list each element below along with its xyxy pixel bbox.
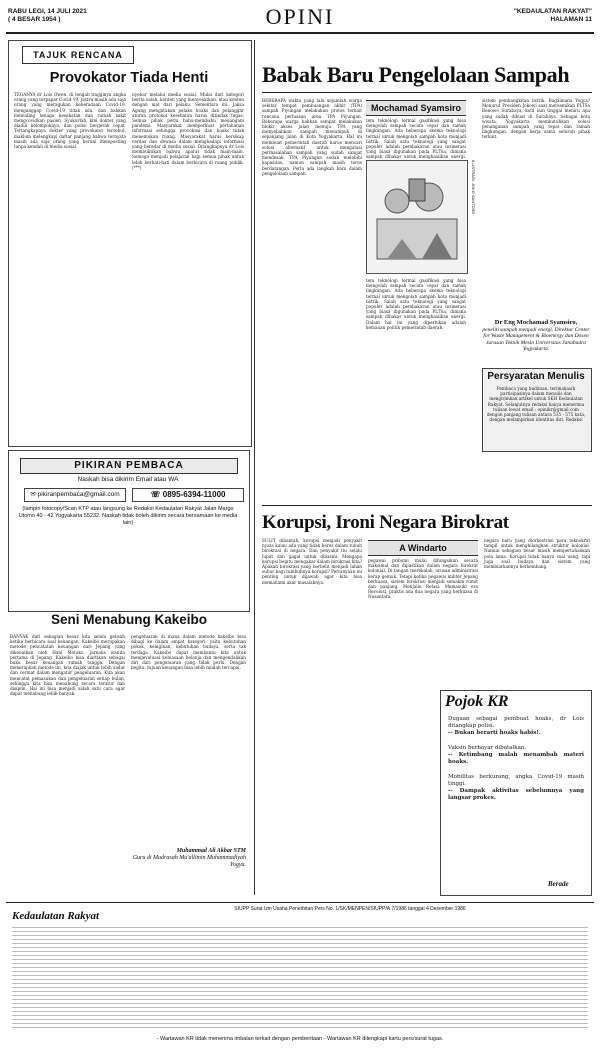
- section-title: OPINI: [265, 4, 335, 29]
- seni-title: Seni Menabung Kakeibo: [50, 612, 208, 627]
- persyaratan-body: Pembaca yang budiman, terimakasih partisipasinya dalam menulis dan mengirimkan artikel untuk SKH Kedaulatan Rakyat. Selanjutnya redaksi hanya menerima tulisan lewat email : opinikr@gmail.com dengan panjang tulisan antara 535 - 575 kata, dengan melampirkan identitas diri. Redaksi: [486, 386, 586, 423]
- header-edition: ( 4 BESAR 1954 ): [8, 16, 61, 23]
- pojok-item-2: Vaksin berbayar dibatalkan.: [448, 745, 527, 751]
- pikiran-note: (lampiri fotocopy/Scan KTP atau langsung ke Redaksi Kedaulatan Rakyat Jalan Margo Utomo 40 - 42 Yogyakarta 55232. Naskah tidak boleh dikirim secara bersamaan ke media lain): [18, 506, 238, 526]
- pikiran-email[interactable]: pikiranpembaca@gmail.com: [37, 491, 120, 498]
- tajuk-tag: TAJUK RENCANA: [22, 46, 134, 64]
- email-box: [24, 488, 126, 502]
- babak-rule: [262, 92, 592, 93]
- tajuk-col-2: nyebar melalui media sosial. Mulai dari kategori berita salah, konten yang menyesatkan, atau konten dengan niat dari pelaku. Sementara itu, Jaksa Agung mengatakan pelaku hoaks dan pelanggar aturan protokol kesehatan harus ditindak tegas. Semua pihak perlu bahu-membahu menangani pandemi. Masyarakat memperkuat pertahanan informasi sehingga provokasi dan hoaks tidak menemukan ruang. Masyarakat harus bersikap cerdas dan dewasa dalam menghadapi informasi yang beredar di media sosial. Ditangkapnya dr Lois membuktikan bahwa aparat tidak main-main. Semoga menjadi pelajaran bagi semua pihak untuk lebih berhati-hati dalam berbicara di ruang publik. (***): [132, 92, 244, 170]
- babak-sign-name: Dr Eng Mochamad Syamsiro,: [494, 319, 578, 326]
- pikiran-line1: Naskah bisa dikirim Email atau WA: [77, 476, 179, 483]
- babak-col-1: BEBERAPA waktu yang lalu sejumlah warga sekitar tempat pembuangan akhir (TPA) sampah Piyungan melakukan protes terkait rencana perluasan area TPA Piyungan. Beberapa warga bahkan sempat melakukan blokir akses jalan menuju TPA yang menyebabkan sampah menumpuk di sepanjang jalan di Kota Yogyakarta. Hal ini membuat pemerintah daerah harus mencari solusi alternatif untuk mengatasi permasalahan sampah yang sudah sangat mendesak. TPA Piyungan sudah melebihi kapasitas, namun sampah masih terus berdatangan. Perlu ada langkah baru dalam pengelolaan sampah.: [262, 98, 362, 176]
- header-rule: [6, 32, 594, 34]
- korupsi-author: A Windarto: [368, 540, 478, 556]
- footer-masthead-text: [12, 924, 588, 1030]
- babak-col-3: sistem pembangkitan listrik. Bagaimana Yogya? Menurut Presiden Jokowi saat meresmikan PLTSa Benowo Surabaya, kota lain tinggal meniru apa yang sudah dibuat di Surabaya. Sebagai kota wisata, Yogyakarta membutuhkan solusi penanganan sampah yang tepat dan ramah lingkungan, dengan kerja sama seluruh pihak terkait.: [482, 98, 590, 140]
- korupsi-top-rule: [262, 505, 592, 506]
- illustration-image: [366, 160, 468, 274]
- paper-name: "KEDAULATAN RAKYAT": [513, 8, 592, 15]
- seni-sign: [131, 848, 246, 869]
- tajuk-col-1: TEGANYA dr Lois Owen, di tengah tingginya angka orang yang terpapar Covid-19, justru masih ada saja orang yang meragukan keberadaan Covid-19, menganggap Covid-19 tidak ada, dan bahkan menuding tenaga kesehatan dan rumah sakit mengcovidkan pasien. Syukurlah, kini dokter yang diadili kelompoknya, dan polisi bergerak cepat. Tertangkapnya dokter yang provokator tersebut, maklum melengkapi daftar panjang bahwa ternyata masih ada saja orang yang berani memposting tanpa kendali di media sosial.: [14, 92, 126, 150]
- seni-sign-name: Muhammad Ali Akbar STM: [176, 848, 246, 854]
- babak-col-2: tem teknologi termal gasifikasi yang bisa mengolah sampah secara cepat dan ramah lingkungan. Ada beberapa skema teknologi termal untuk mengolah sampah kota menjadi listrik. Salah satu teknologi yang sangat populer adalah pembakaran atau insinerasi yang biasa digunakan pada PLTSa, dimana sampah dibakar untuk menghasilkan energi.: [366, 118, 466, 160]
- pojok-reply-3: -- Dampak aktivitas sebelumnya yang langsar prokes.: [448, 788, 584, 801]
- email-icon: ✉: [30, 491, 36, 498]
- korupsi-headline: Korupsi, Ironi Negara Birokrat: [262, 512, 509, 533]
- footer-line: SIUPP Surat Izin Usaha Penerbitan Pers No. 1/SK/MENPEN/SIUPP/A.7/1986 tanggal 4 Desember 1986: [234, 906, 466, 912]
- header-right-block: [514, 8, 592, 24]
- pojok-item-3: Mobilitas berkurang, angka Covid-19 masih tinggi.: [448, 774, 584, 787]
- seni-sign-org: Guru di Madrasah Mu'allimin Muhammadiyah Yogya.: [132, 855, 246, 868]
- footer-bottom: - Wartawan KR tidak menerima imbalan terkait dengan pemberitaan - Wartawan KR dilengkapi kartu pers/surat tugas.: [156, 1036, 444, 1042]
- pikiran-wa[interactable]: 0895-6394-11000: [162, 490, 226, 499]
- illustration-drawing: [367, 161, 467, 273]
- seni-col-1: BANYAK dari sebagian besar kita selalu gelisah ketika berbicara soal keuangan. Kakeibo merupakan metode pencatatan keuangan dari Jepang yang dikenalkan oleh Hani Motoko, jurnalis wanita pertama di Jepang. Kakeibo bisa diartikan sebagai buku besar keuangan rumah tangga. Dengan menerapkan metode ini, kita diajak untuk lebih sadar dan cermat dalam mengatur pengeluaran. Kita akan mencatat pemasukan dan pengeluaran setiap bulan, sehingga kita bisa menabung secara teratur dan disiplin. Hal ini bisa menjadi salah satu cara agar dapat menabung lebih banyak.: [10, 634, 125, 697]
- persyaratan-title: Persyaratan Menulis: [487, 371, 585, 382]
- babak-sign: [482, 320, 590, 353]
- babak-headline: Babak Baru Pengelolaan Sampah: [262, 62, 570, 87]
- korupsi-col-3: negara baru yang diorkestrasi para teknokrat tampil untuk menghilangkan struktur kolonial. Namun sebagian besar masih mempertahankan pola lama. Korupsi tidak hanya soal uang, tapi juga soal budaya dan sistem yang membiarkannya berkembang.: [484, 538, 590, 570]
- footer-logo: Kedaulatan Rakyat: [12, 910, 100, 922]
- pojok-content: [448, 716, 584, 802]
- seni-col-2: pengeluaran di mana dalam metode kakeibo bisa dibagi ke dalam empat kategori, yaitu kebutuhan pokok, keinginan, kebutuhan budaya, serta tak terduga. Kakeibo dapat membantu kita untuk mengevaluasi kebiasaan belanja dan mengendalikan diri dari pengeluaran yang tidak perlu. Dengan begitu, tujuan keuangan bisa lebih mudah tercapai.: [131, 634, 246, 671]
- babak-col-2b: tem teknologi termal gasifikasi yang bisa mengolah sampah secara cepat dan ramah lingkungan. Ada beberapa skema teknologi termal untuk mengolah sampah kota menjadi listrik. Salah satu teknologi yang sangat populer adalah pembakaran atau insinerasi yang biasa digunakan pada PLTSa, dimana sampah dibakar untuk menghasilkan energi. Dalam hal ini yang diperlukan adalah kemauan politik pemerintah daerah.: [366, 278, 466, 330]
- pikiran-head: PIKIRAN PEMBACA: [20, 458, 238, 474]
- header-date: RABU LEGI, 14 JULI 2021: [8, 8, 87, 15]
- illus-credit: ILUSTRASI: JOKO SANTOSO: [471, 160, 476, 215]
- babak-author: Mochamad Syamsiro: [366, 100, 466, 116]
- column-divider: [254, 40, 255, 895]
- pojok-title: Pojok KR: [445, 693, 509, 710]
- tajuk-title: Provokator Tiada Henti: [49, 70, 209, 86]
- korupsi-col-1: SULIT dibantah, korupsi menjadi penyakit nyata kalau ada yang tidak beres dalam tubuh birokrasi di negara. Dan penyakit itu selalu luput dan gagal untuk dibasmi. Mengapa korupsi begitu mengakar dalam birokrasi kita? Apakah birokrasi yang berbelit menjadi lahan subur bagi tumbuhnya korupsi? Pertanyaan ini penting untuk dijawab agar kita bisa memahami akar masalahnya.: [262, 538, 362, 585]
- pikiran-box: [8, 450, 250, 612]
- pojok-reply-1: -- Bukan berarti hoaks habis!.: [448, 730, 541, 736]
- pojok-reply-2: -- Ketimbang malah menambah materi hoaks.: [448, 752, 584, 765]
- pojok-sign: Berade: [548, 880, 569, 888]
- wa-box: [132, 488, 244, 502]
- babak-sign-desc: peneliti sampah menjadi energi, Direktur Center for Waste Management & Bioenergy dan Dosen Jurusan Teknik Mesin Universitas Janabadra Yogyakarta.: [482, 326, 590, 352]
- page-number: HALAMAN 11: [550, 16, 592, 23]
- korupsi-col-2: pegawai pribumi mulai difungsikan secara maksimal dan dipastikan dalam negara birokrat kolonial. Di tangan merekalah, urusan administrasi kerap gemuk. Tetapi ketika pegawai militer Jepang berkuasa, sistem birokrasi menjadi semakin rumit dan panjang. Menjalin Relasi: Memasuki era Revolusi, praktis ada dua negara yang berkuasa di Nusantara.: [368, 558, 478, 600]
- whatsapp-icon: ☏: [150, 490, 161, 499]
- pojok-item-1: Dugaan sebagai pembuat hoaks, dr Lois ditangkap polisi.: [448, 716, 584, 729]
